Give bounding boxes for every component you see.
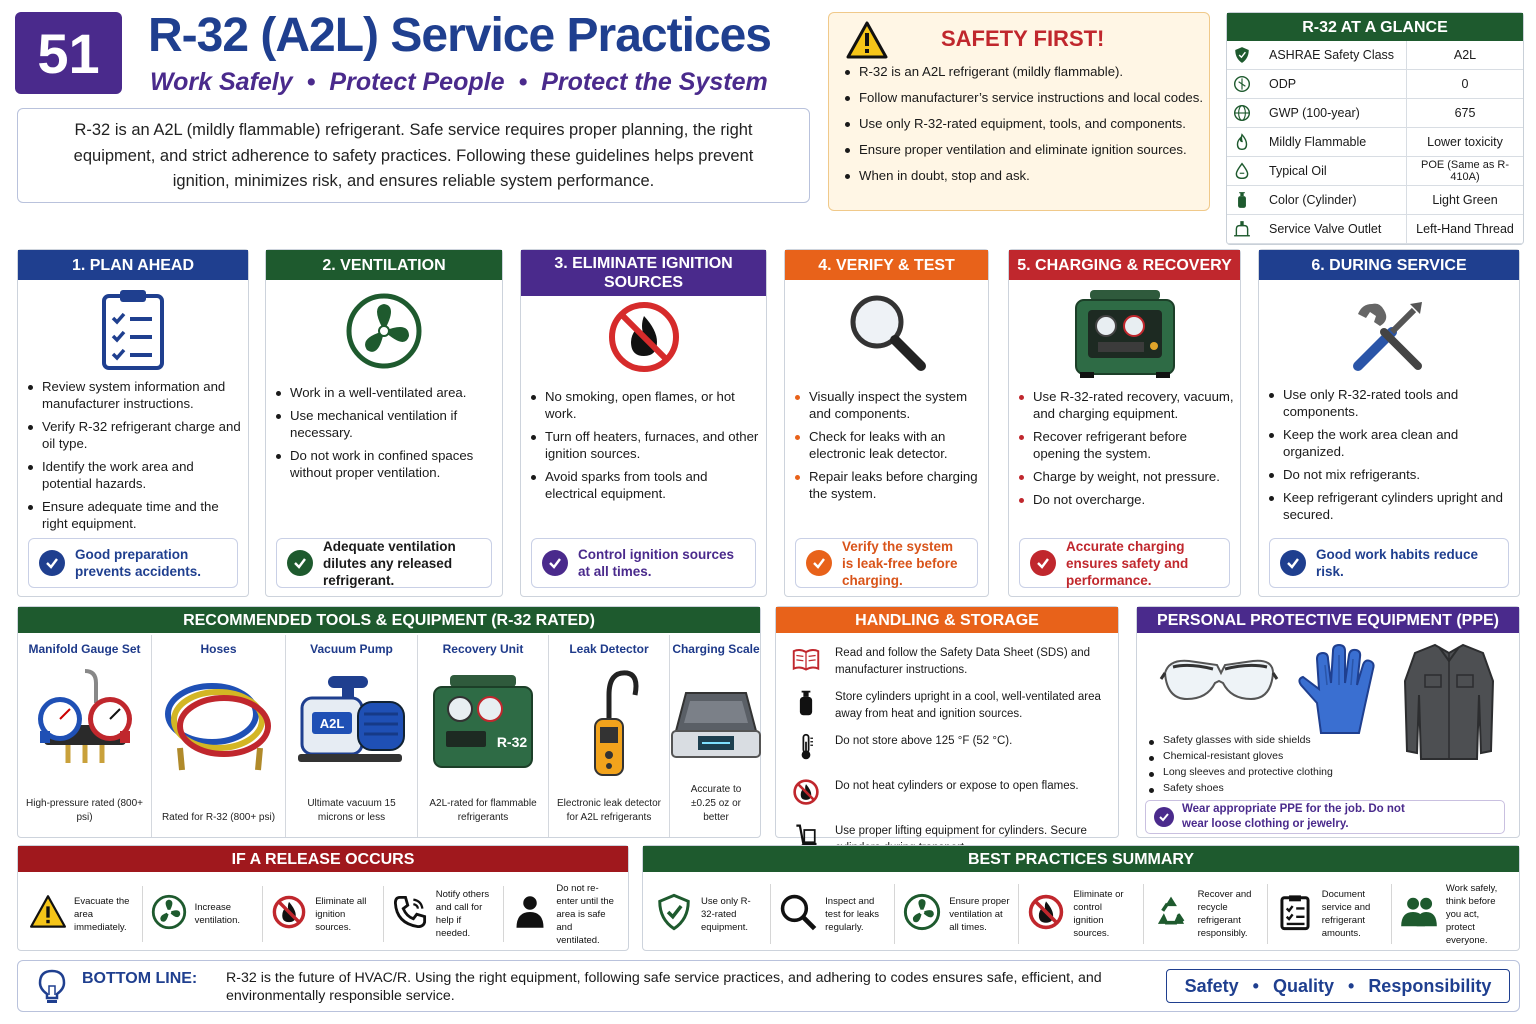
tool-item [18,635,152,837]
step-item: Avoid sparks from tools and electrical equipment. [529,468,760,502]
ppe-note-text: Wear appropriate PPE for the job. Do not wear loose clothing or jewelry. [1182,803,1405,830]
best-practice-text: Recover and recycle refrigerant responsibly. [1197,889,1252,939]
no-flame-icon [1027,893,1065,936]
glance-value: 675 [1454,106,1476,120]
tools-title: RECOMMENDED TOOLS & EQUIPMENT (R-32 RATED) [18,607,760,633]
best-practice-text: Use only R-32-rated equipment. [701,895,751,933]
step-item: Verify R-32 refrigerant charge and oil type. [26,418,242,452]
shield-icon [1227,41,1257,69]
glance-key: Service Valve Outlet [1257,215,1407,243]
step-title: 4. VERIFY & TEST [785,250,988,280]
tool-name: Charging Scale [672,642,760,656]
recovery-unit-icon [1009,288,1240,380]
bottom-line-text: R-32 is the future of HVAC/R. Using the right equipment, following safe service practices, and adhering to codes ensures safe, efficient, and environmentally responsible service. [226,970,1102,1004]
tool-item [670,635,762,837]
tool-name: Recovery Unit [442,642,524,656]
bottom-line-label: BOTTOM LINE: [82,970,198,987]
step-title: 1. PLAN AHEAD [18,250,248,280]
step-note [1269,538,1509,588]
flame-icon [1227,128,1257,156]
release-step-text: Eliminate all ignition sources. [315,895,367,933]
best-practice-text: Eliminate or control ignition sources. [1073,889,1124,939]
tools-icon [1259,290,1519,380]
step-item: Ensure adequate time and the right equipment. [26,498,242,532]
release-step-text: Evacuate the area immediately. [74,895,130,933]
tool-item [549,635,670,837]
step-item: Use mechanical ventilation if necessary. [274,407,496,441]
step-note-text: Accurate charging ensures safety and performance. [1066,538,1189,588]
tool-item [418,635,549,837]
step-item: Keep the work area clean and organized. [1267,426,1513,460]
intro-box [17,108,810,203]
step-item: Do not work in confined spaces without proper ventilation. [274,447,496,481]
ppe-list [1147,733,1387,797]
warning-icon [30,894,66,935]
safety-item: R-32 is an A2L refrigerant (mildly flammable). [843,63,1203,80]
glance-row [1227,70,1523,99]
handling-text: Use proper lifting equipment for cylinders. Secure [835,825,1087,837]
best-practice-item [647,884,771,944]
safety-item: Ensure proper ventilation and eliminate ignition sources. [843,141,1203,158]
handling-item [791,689,1108,723]
step-item: Identify the work area and potential hazards. [26,458,242,492]
glance-key: ASHRAE Safety Class [1257,41,1407,69]
recovery-unit-icon [418,662,548,784]
glance-row [1227,157,1523,186]
glance-key: Typical Oil [1257,157,1407,185]
magnifier-icon [785,290,988,374]
page-title: R-32 (A2L) Service Practices [148,9,771,62]
best-practice-text: Work safely, think before you act, protect everyone. [1445,882,1498,946]
tool-name: Manifold Gauge Set [28,642,141,656]
check-icon [542,550,568,576]
step-item: Recover refrigerant before opening the system. [1017,428,1234,462]
step-note [28,538,238,588]
valve-icon [1227,215,1257,243]
intro-text: R-32 is an A2L (mildly flammable) refrigerant. Safe service requires proper planning, the right equipment, and strict adherence to safety practices. Following these guidelines helps prevent ignition, minimizes risk, and ensures reliable system performance. [73,121,754,190]
svg-text:A2L: A2L [319,716,344,731]
release-step-text: Notify others and call for help if needed. [435,889,490,939]
check-icon [1154,807,1174,827]
glance-value: 0 [1461,77,1469,91]
recycle-icon [1152,893,1190,936]
vacuum-pump-icon [286,662,417,784]
step-item: Check for leaks with an electronic leak detector. [793,428,982,462]
book-icon [791,645,821,678]
tool-desc: Electronic leak detector for A2L refrigerants [557,798,661,823]
tools-panel [17,606,761,838]
handling-text: Do not store above 125 °F (52 °C). [835,735,1013,747]
step-card [784,249,989,597]
best-practice-item [1019,884,1143,944]
handling-text: Do not heat cylinders or expose to open flames. [835,780,1079,792]
values-tag: Safety • Quality • Responsibility [1166,969,1510,1003]
tool-name: Leak Detector [569,642,649,656]
best-practices-panel [642,845,1520,951]
glance-row [1227,99,1523,128]
best-practice-item [771,884,895,944]
step-list [1017,388,1234,514]
release-step [263,886,384,942]
check-icon [1030,550,1056,576]
handling-item [791,733,1108,766]
glance-key: ODP [1257,70,1407,98]
step-note-text: Good preparation prevents accidents. [75,547,202,579]
step-item: Do not mix refrigerants. [1267,466,1513,483]
protective-shirt-icon [1403,641,1495,766]
handling-item [791,645,1108,679]
tool-desc: Ultimate vacuum 15 microns or less [307,798,396,823]
cylinder-icon [1227,186,1257,214]
ppe-item: Safety shoes [1147,781,1387,795]
glance-value: Left-Hand Thread [1416,222,1514,236]
fan-icon [266,292,502,370]
best-practice-text: Ensure proper ventilation at all times. [949,895,1010,933]
step-item: Turn off heaters, furnaces, and other ignition sources. [529,428,760,462]
handling-title: HANDLING & STORAGE [776,607,1118,633]
shield-check-icon [655,893,693,936]
release-panel [17,845,629,951]
step-item: Repair leaks before charging the system. [793,468,982,502]
release-step [504,882,624,946]
release-step-text: Increase ventilation. [194,902,241,926]
glance-title: R-32 AT A GLANCE [1227,13,1523,41]
oil-drop-icon [1227,157,1257,185]
step-list [529,388,760,508]
glance-value: A2L [1453,48,1477,62]
best-practice-item [1144,884,1268,944]
step-title: 5. CHARGING & RECOVERY [1009,250,1240,280]
handling-text: Read and follow the Safety Data Sheet (SDS) and manufacturer instructions. [835,647,1091,676]
tool-desc: High-pressure rated (800+ psi) [26,798,144,823]
glance-row [1227,186,1523,215]
step-item: Use R-32-rated recovery, vacuum, and charging equipment. [1017,388,1234,422]
handling-item [791,778,1108,811]
step-list [26,378,242,538]
step-item: Work in a well-ventilated area. [274,384,496,401]
glance-key: Color (Cylinder) [1257,186,1407,214]
tool-item [286,635,418,837]
step-list [1267,386,1513,529]
page-subtitle: Work Safely • Protect People • Protect the System [150,68,768,96]
step-card [1258,249,1520,597]
ppe-item: Safety glasses with side shields [1147,733,1387,747]
page-badge: 51 [15,12,122,94]
glance-row [1227,215,1523,244]
checklist-icon [1276,893,1314,936]
step-item: Visually inspect the system and components. [793,388,982,422]
step-item: Keep refrigerant cylinders upright and secured. [1267,489,1513,523]
safety-item: Follow manufacturer’s service instructions and local codes. [843,89,1203,106]
step-item: Review system information and manufacturer instructions. [26,378,242,412]
best-practice-text: Inspect and test for leaks regularly. [825,895,879,933]
release-step [384,886,505,942]
step-item: No smoking, open flames, or hot work. [529,388,760,422]
ozone-icon [1227,70,1257,98]
glance-row [1227,128,1523,157]
no-flame-icon [271,894,307,935]
best-practice-item [1268,884,1392,944]
safety-item: Use only R-32-rated equipment, tools, and components. [843,115,1203,132]
check-icon [806,550,832,576]
scale-icon [670,662,762,784]
step-card [17,249,249,597]
ppe-panel [1136,606,1520,838]
warning-icon [846,21,888,64]
no-flame-icon [791,778,821,811]
best-practice-text: Document service and refrigerant amounts. [1321,889,1371,939]
safety-glasses-icon [1159,651,1279,726]
gloves-icon [1291,645,1391,740]
release-title: IF A RELEASE OCCURS [18,846,628,872]
ppe-item: Long sleeves and protective clothing [1147,765,1387,779]
tool-desc: Rated for R-32 (800+ psi) [161,812,276,823]
step-card [1008,249,1241,597]
step-item: Use only R-32-rated tools and components. [1267,386,1513,420]
step-title: 6. DURING SERVICE [1259,250,1519,280]
safety-item: When in doubt, stop and ask. [843,167,1203,184]
check-icon [39,550,65,576]
safety-title: SAFETY FIRST! [941,26,1105,51]
people-icon [1400,893,1438,936]
best-practices-title: BEST PRACTICES SUMMARY [643,846,1519,872]
fan-icon [151,894,187,935]
glance-value: Lower toxicity [1427,135,1503,149]
tool-item [152,635,286,837]
step-note-text: Good work habits reduce risk. [1316,547,1479,579]
hoses-icon [152,662,285,784]
person-icon [512,894,548,935]
tool-name: Vacuum Pump [310,642,393,656]
step-note [795,538,978,588]
phone-icon [392,894,428,935]
glance-value: Light Green [1432,193,1498,207]
bottom-line-bar [17,960,1520,1012]
step-note [1019,538,1230,588]
release-step [143,886,264,942]
handling-text: Store cylinders upright in a cool, well-ventilated area away from heat and ignition sources. [835,691,1101,720]
ppe-title: PERSONAL PROTECTIVE EQUIPMENT (PPE) [1137,607,1519,633]
tool-desc: Accurate to ±0.25 oz or better [690,784,742,823]
glance-table [1226,12,1524,245]
step-title: 3. ELIMINATE IGNITION SOURCES [521,250,766,296]
handling-panel [775,606,1119,838]
tool-name: Hoses [200,642,237,656]
check-icon [287,550,313,576]
ppe-note [1145,800,1505,834]
release-step [22,886,143,942]
leak-detector-icon [549,662,669,784]
safety-first-box [828,12,1210,211]
check-icon [1280,550,1306,576]
best-practice-item [895,884,1019,944]
best-practice-item [1392,884,1515,944]
ppe-item: Chemical-resistant gloves [1147,749,1387,763]
step-note-text: Verify the system is leak-free before charging. [842,538,958,588]
step-list [274,384,496,487]
release-step-text: Do not re-enter until the area is safe and ventilated. [556,882,614,946]
step-item: Do not overcharge. [1017,491,1234,508]
manifold-gauge-icon [18,662,151,784]
step-note [276,538,492,588]
step-card [265,249,503,597]
globe-icon [1227,99,1257,127]
clipboard-icon [18,288,248,370]
step-note-text: Adequate ventilation dilutes any released refrigerant. [323,538,456,588]
fan-icon [903,893,941,936]
svg-text:R-32: R-32 [496,734,528,750]
step-item: Charge by weight, not pressure. [1017,468,1234,485]
step-note [531,538,756,588]
magnifier-icon [779,893,817,936]
lightbulb-icon [38,969,66,1010]
step-note-text: Control ignition sources at all times. [578,547,735,579]
step-list [793,388,982,508]
glance-value: POE (Same as R-410A) [1420,159,1510,183]
step-title: 2. VENTILATION [266,250,502,280]
glance-key: GWP (100-year) [1257,99,1407,127]
glance-key: Mildly Flammable [1257,128,1407,156]
thermometer-icon [791,733,821,766]
glance-row [1227,41,1523,70]
cylinder-icon [791,689,821,722]
safety-list [843,63,1203,193]
tool-desc: A2L-rated for flammable refrigerants [429,798,537,823]
step-card [520,249,767,597]
no-flame-icon [521,300,766,374]
